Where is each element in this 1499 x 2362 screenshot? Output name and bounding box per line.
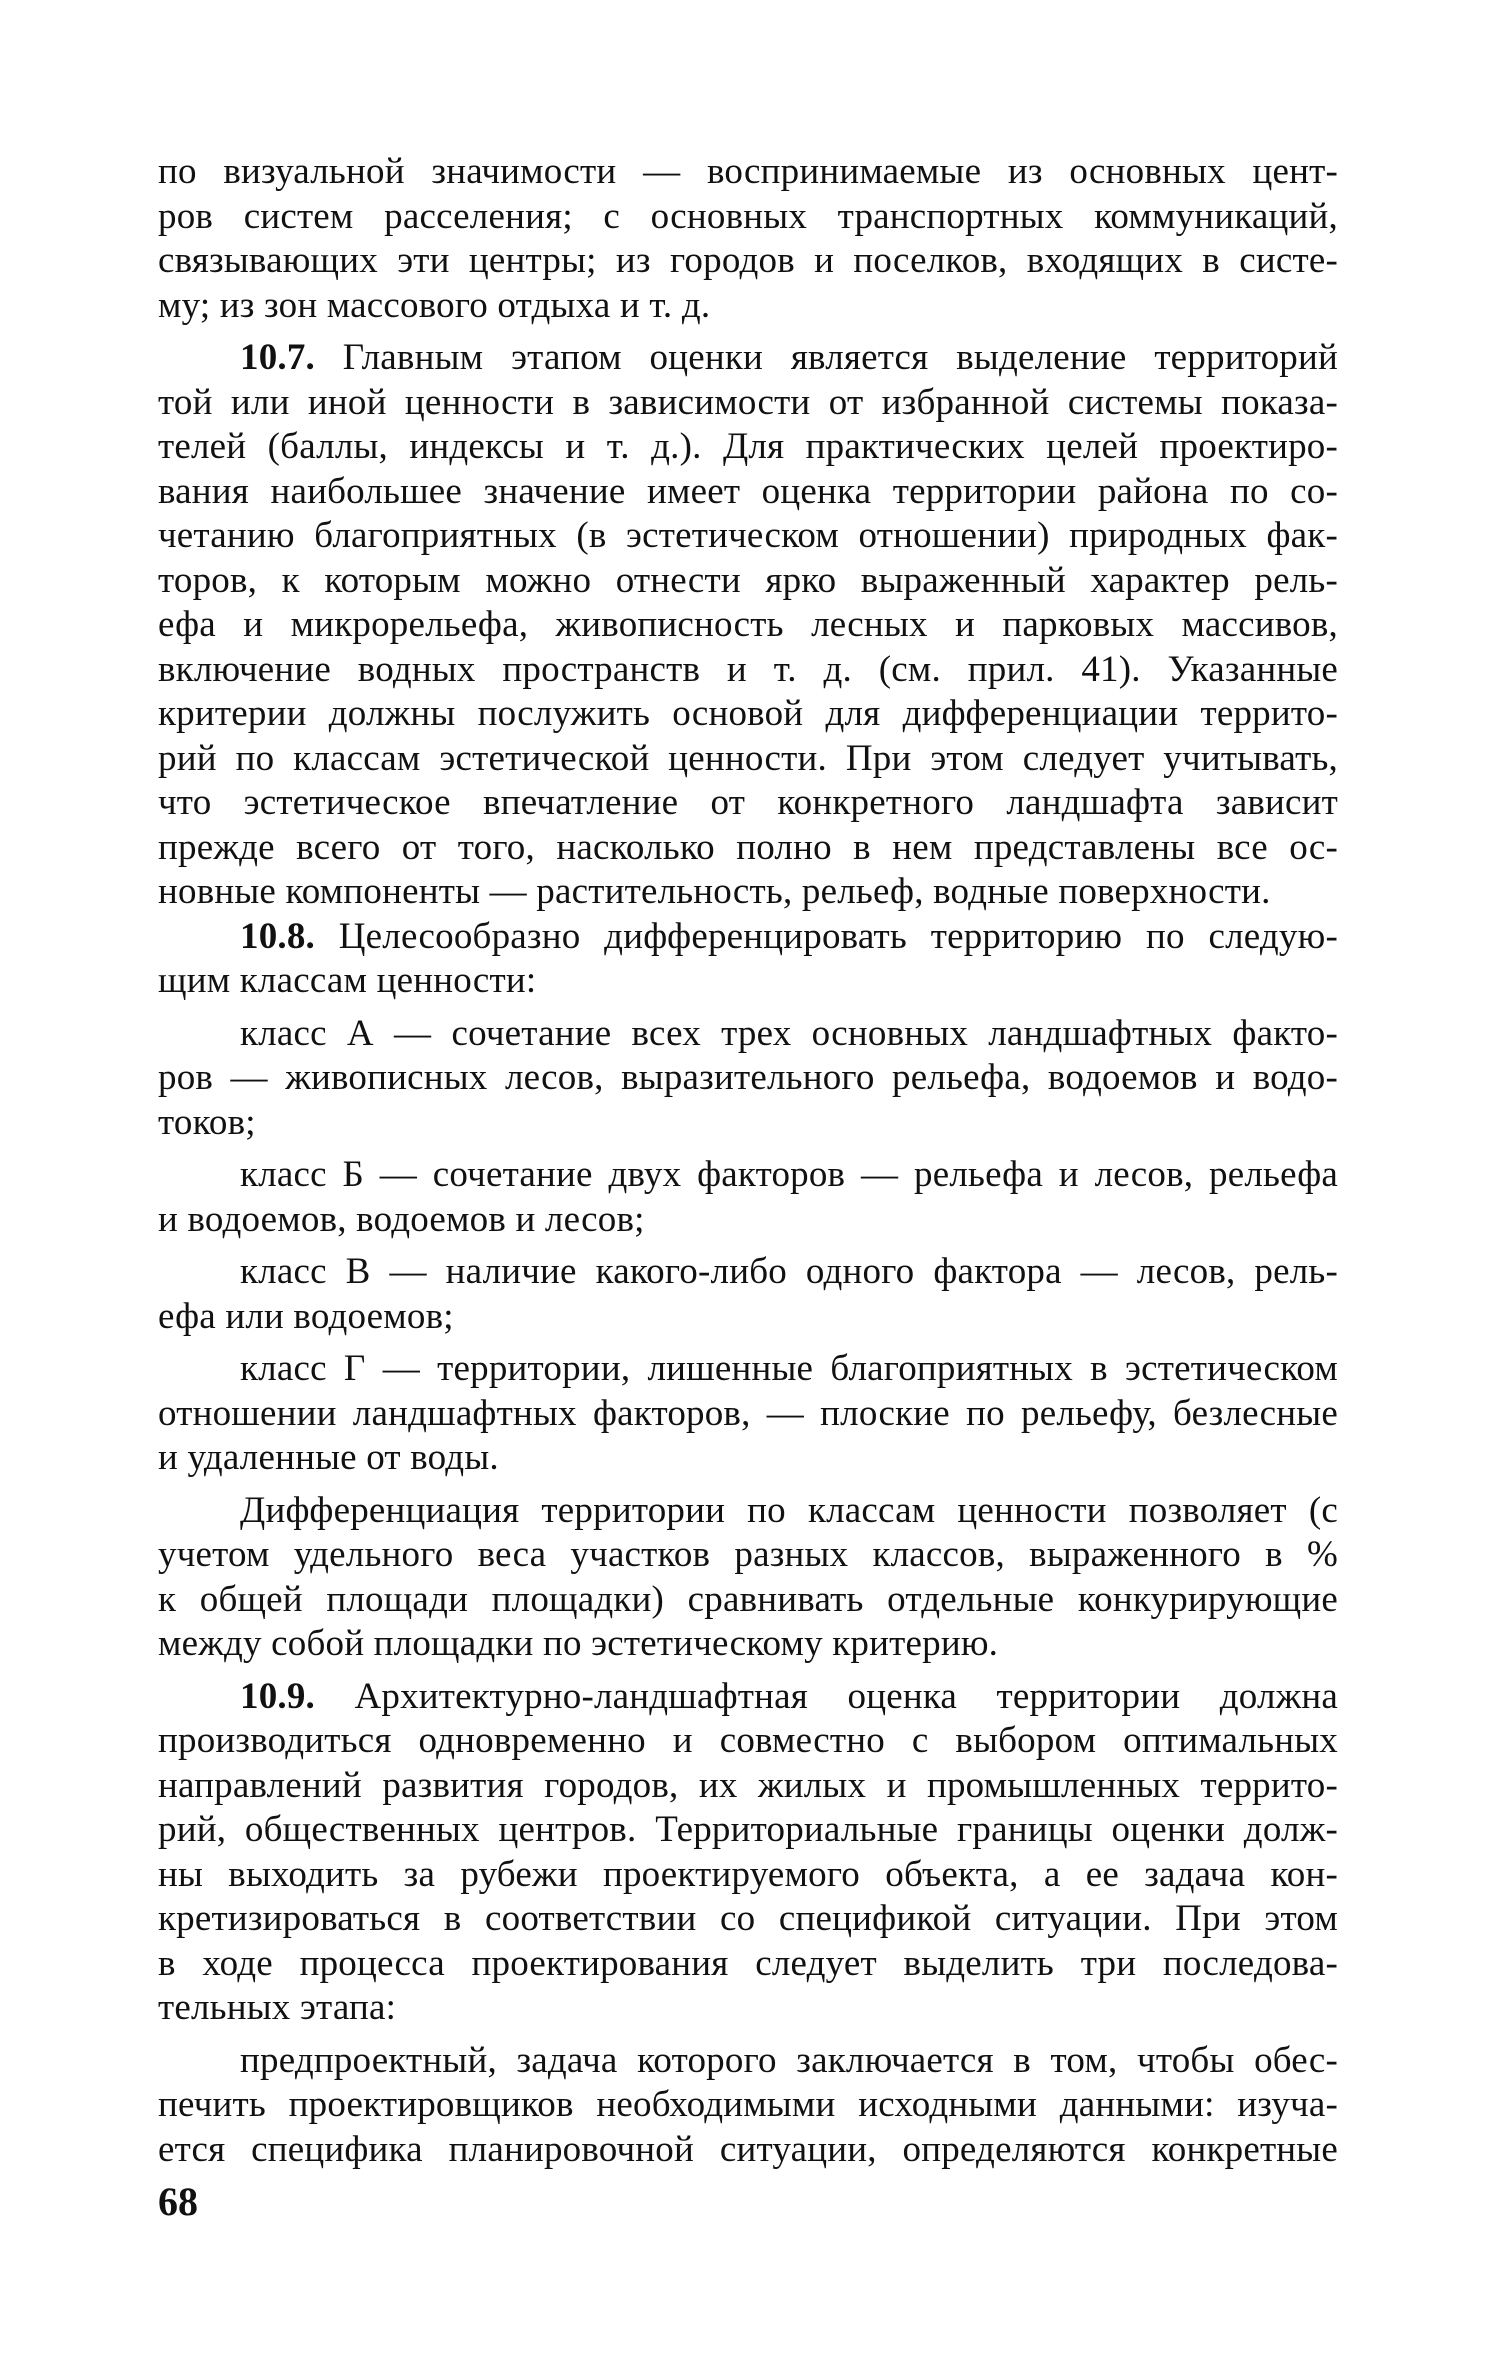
line-text: к общей площади площадки) сравнивать отдельные конкурирующие <box>158 1578 1338 1620</box>
line-text: торов, к которым можно отнести ярко выраженный характер рель- <box>158 559 1338 601</box>
paragraph-gap <box>158 1481 1338 1489</box>
text-line <box>158 1719 1338 1764</box>
text-line <box>158 1436 1338 1481</box>
line-text: тельных этапа: <box>158 1987 397 2028</box>
section-number: 10.7. <box>240 337 315 378</box>
section-number: 10.9. <box>240 1675 315 1717</box>
line-text: отношении ландшафтных факторов, — плоские по рельефу, безлесные <box>158 1392 1338 1434</box>
line-text: печить проектировщиков необходимыми исходными данными: изуча- <box>158 2084 1338 2125</box>
page-body <box>158 150 1338 2172</box>
line-text: четанию благоприятных (в эстетическом отношении) природных фак- <box>158 515 1338 556</box>
text-line <box>158 870 1338 915</box>
line-text: в ходе процесса проектирования следует выделить три последова- <box>158 1942 1338 1984</box>
line-text: связывающих эти центры; из городов и поселков, входящих в систе- <box>158 240 1338 281</box>
line-text: прежде всего от того, насколько полно в нем представлены все ос- <box>158 826 1338 868</box>
text-line <box>158 1986 1338 2031</box>
text-line <box>158 1942 1338 1987</box>
text-line <box>158 1012 1338 1057</box>
line-text: Целесообразно дифференцировать территорию по следую- <box>315 915 1338 957</box>
text-line <box>158 1056 1338 1101</box>
line-text: той или иной ценности в зависимости от избранной системы показа- <box>158 381 1338 423</box>
line-text: предпроектный, задача которого заключается в том, чтобы обес- <box>240 2039 1338 2081</box>
text-line <box>158 692 1338 737</box>
page-number: 68 <box>158 2179 198 2224</box>
line-text: и удаленные от воды. <box>158 1437 499 1478</box>
text-line <box>158 2039 1338 2084</box>
text-line <box>158 1198 1338 1243</box>
line-text: ется специфика планировочной ситуации, определяются конкретные <box>158 2128 1338 2170</box>
line-text: критерии должны послужить основой для дифференциации террито- <box>158 693 1338 734</box>
text-line <box>158 1153 1338 1198</box>
text-line <box>158 1250 1338 1295</box>
text-line <box>158 514 1338 559</box>
text-line <box>158 781 1338 826</box>
text-line <box>158 648 1338 693</box>
text-line <box>158 470 1338 515</box>
text-line <box>158 603 1338 648</box>
paragraph-gap <box>158 1339 1338 1347</box>
paragraph-gap <box>158 2031 1338 2039</box>
paragraph-gap <box>158 1145 1338 1153</box>
line-text: ефа или водоемов; <box>158 1295 454 1337</box>
line-text: класс А — сочетание всех трех основных ландшафтных факто- <box>240 1012 1338 1054</box>
line-text: между собой площадки по эстетическому критерию. <box>158 1623 999 1664</box>
text-line <box>158 1392 1338 1437</box>
line-text: по визуальной значимости — воспринимаемые из основных цент- <box>158 151 1338 192</box>
text-line <box>158 2128 1338 2173</box>
text-line <box>158 959 1338 1004</box>
text-line <box>158 1622 1338 1667</box>
text-line <box>158 336 1338 381</box>
text-line <box>158 1295 1338 1340</box>
line-text: ров систем расселения; с основных транспортных коммуникаций, <box>158 195 1338 237</box>
line-text: щим классам ценности: <box>158 960 537 1001</box>
text-line <box>158 1533 1338 1578</box>
text-line <box>158 826 1338 871</box>
text-line <box>158 1489 1338 1534</box>
line-text: ефа и микрорельефа, живописность лесных и парковых массивов, <box>158 604 1338 645</box>
line-text: Архитектурно-ландшафтная оценка территории должна <box>315 1675 1338 1717</box>
line-text: что эстетическое впечатление от конкретного ландшафта зависит <box>158 782 1338 823</box>
text-line <box>158 1347 1338 1392</box>
text-line <box>158 1853 1338 1898</box>
text-line <box>158 1897 1338 1942</box>
line-text: ны выходить за рубежи проектируемого объекта, а ее задача кон- <box>158 1853 1338 1895</box>
line-text: новные компоненты — растительность, рельеф, водные поверхности. <box>158 871 1271 912</box>
line-text: рий по классам эстетической ценности. При этом следует учитывать, <box>158 737 1338 779</box>
line-text: телей (баллы, индексы и т. д.). Для практических целей проектиро- <box>158 426 1338 467</box>
line-text: класс Б — сочетание двух факторов — рельефа и лесов, рельефа <box>240 1154 1338 1195</box>
line-text: рий, общественных центров. Территориальные границы оценки долж- <box>158 1809 1338 1850</box>
text-line <box>158 2083 1338 2128</box>
line-text: класс В — наличие какого-либо одного фактора — лесов, рель- <box>240 1251 1338 1292</box>
line-text: ров — живописных лесов, выразительного рельефа, водоемов и водо- <box>158 1057 1338 1098</box>
line-text: Главным этапом оценки является выделение территорий <box>315 337 1338 378</box>
text-line <box>158 1578 1338 1623</box>
paragraph-gap <box>158 1004 1338 1012</box>
text-line <box>158 1675 1338 1720</box>
section-number: 10.8. <box>240 915 315 957</box>
paragraph-gap <box>158 1242 1338 1250</box>
text-line <box>158 559 1338 604</box>
text-line <box>158 915 1338 960</box>
text-line <box>158 150 1338 195</box>
text-line <box>158 195 1338 240</box>
text-line <box>158 1764 1338 1809</box>
line-text: направлений развития городов, их жилых и промышленных террито- <box>158 1764 1338 1806</box>
line-text: включение водных пространств и т. д. (см. прил. 41). Указанные <box>158 648 1338 690</box>
line-text: учетом удельного веса участков разных классов, выраженного в % <box>158 1534 1338 1575</box>
line-text: токов; <box>158 1101 256 1143</box>
line-text: кретизироваться в соответствии со спецификой ситуации. При этом <box>158 1898 1338 1939</box>
text-line <box>158 239 1338 284</box>
line-text: и водоемов, водоемов и лесов; <box>158 1198 645 1240</box>
line-text: му; из зон массового отдыха и т. д. <box>158 284 711 326</box>
text-line <box>158 737 1338 782</box>
text-line <box>158 1808 1338 1853</box>
text-line <box>158 1101 1338 1146</box>
line-text: вания наибольшее значение имеет оценка территории района по со- <box>158 470 1338 512</box>
text-line <box>158 381 1338 426</box>
paragraph-gap <box>158 1667 1338 1675</box>
paragraph-gap <box>158 328 1338 336</box>
line-text: производиться одновременно и совместно с выбором оптимальных <box>158 1720 1338 1761</box>
line-text: класс Г — территории, лишенные благоприятных в эстетическом <box>240 1348 1338 1389</box>
line-text: Дифференциация территории по классам ценности позволяет (с <box>240 1489 1338 1531</box>
text-line <box>158 425 1338 470</box>
text-line <box>158 284 1338 329</box>
